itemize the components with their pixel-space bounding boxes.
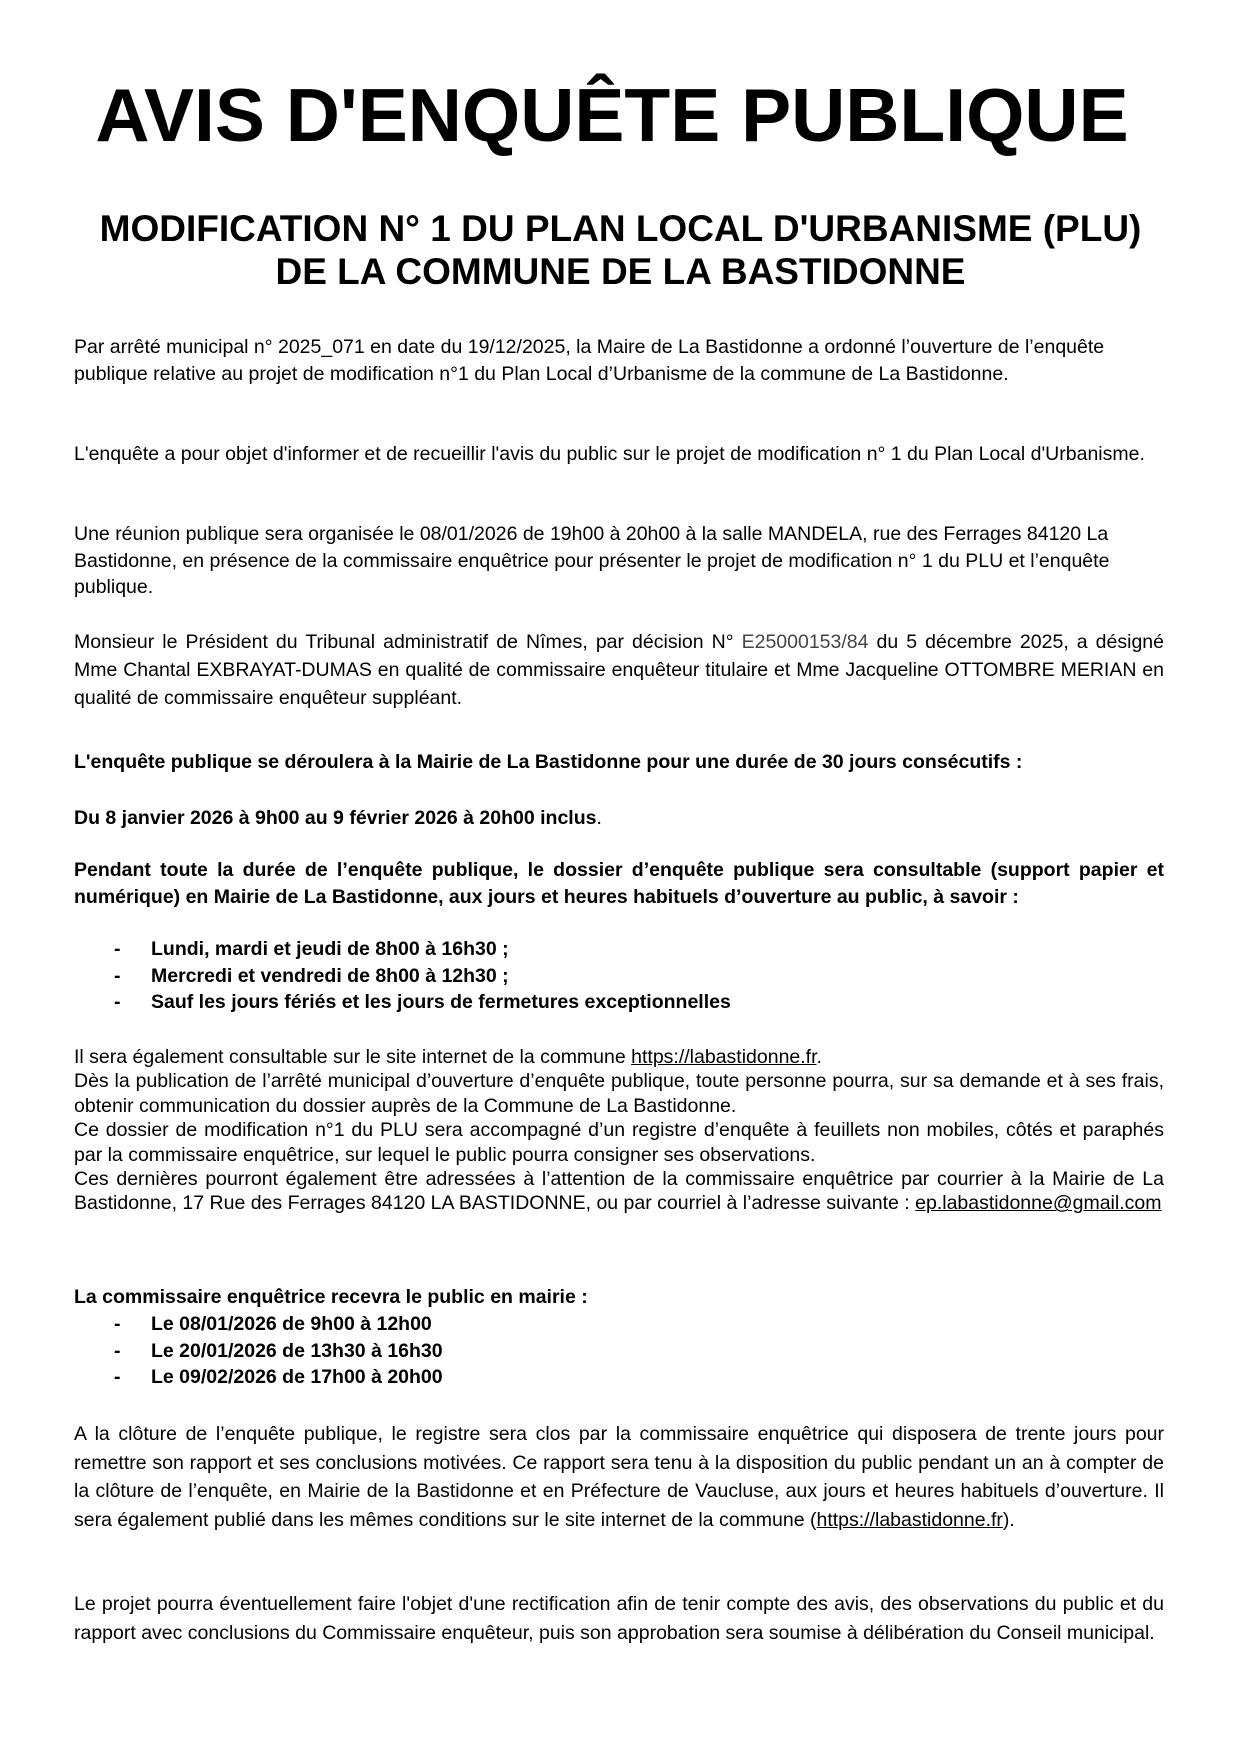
opening-hours-item bbox=[74, 989, 1164, 1016]
page-title: AVIS D'ENQUÊTE PUBLIQUE bbox=[95, 73, 1129, 157]
opening-hours-text: Sauf les jours fériés et les jours de fermetures exceptionnelles bbox=[151, 991, 731, 1013]
permanence-item bbox=[74, 1364, 1164, 1391]
opening-hours-item bbox=[74, 963, 1164, 990]
paragraph-designation bbox=[74, 628, 1164, 712]
subtitle-line-2: DE LA COMMUNE DE LA BASTIDONNE bbox=[275, 251, 966, 292]
paragraph-arrete: Par arrêté municipal n° 2025_071 en date du 19/12/2025, la Maire de La Bastidonne a ordonné l’ouverture de l’enquête publique relative au projet de modification n°1 du Plan Local d’Urbanisme de la commune de La Bastidonne. bbox=[74, 336, 1105, 385]
permanence-item bbox=[74, 1338, 1164, 1365]
dates-period: . bbox=[596, 807, 602, 829]
courrier-text: Ces dernières pourront également être adressées à l’attention de la commissaire enquêtrice par courrier à la Mairie de La Bastidonne, 17 Rue des Ferrages 84120 LA BASTIDONNE, ou par courriel à l’adresse suivante : bbox=[74, 1168, 1164, 1215]
consultation-details bbox=[74, 1045, 1164, 1216]
permanence-item bbox=[74, 1311, 1164, 1338]
dash-bullet-icon: - bbox=[114, 991, 121, 1013]
page-subtitle bbox=[0, 207, 1241, 293]
dates-range: Du 8 janvier 2026 à 9h00 au 9 février 2026 à 20h00 inclus bbox=[74, 807, 597, 829]
paragraph-permanences-intro: La commissaire enquêtrice recevra le public en mairie : bbox=[74, 1286, 588, 1308]
paragraph-publication: Dès la publication de l’arrêté municipal d’ouverture d’enquête publique, toute personne pourra, sur sa demande et à ses frais, obtenir communication du dossier auprès de la Commune de La Bastidonne. bbox=[74, 1070, 1164, 1117]
dash-bullet-icon: - bbox=[114, 938, 121, 960]
opening-hours-text: Mercredi et vendredi de 8h00 à 12h30 ; bbox=[151, 964, 509, 987]
cloture-text-end: ). bbox=[1002, 1508, 1015, 1531]
paragraph-rectification: Le projet pourra éventuellement faire l'objet d'une rectification afin de tenir compte des avis, des observations du public et du rapport avec conclusions du Commissaire enquêteur, puis son approbation sera soumise à délibération du Conseil municipal. bbox=[74, 1593, 1164, 1644]
website-link[interactable]: https://labastidonne.fr bbox=[816, 1508, 1003, 1531]
decision-number: E25000153/84 bbox=[741, 631, 869, 653]
dash-bullet-icon: - bbox=[114, 1339, 121, 1362]
opening-hours-list bbox=[74, 936, 1164, 1016]
internet-text: Il sera également consultable sur le site internet de la commune bbox=[74, 1046, 632, 1068]
subtitle-line-1: MODIFICATION N° 1 DU PLAN LOCAL D'URBANISME (PLU) bbox=[99, 208, 1142, 249]
paragraph-courrier bbox=[74, 1167, 1164, 1216]
paragraph-internet bbox=[74, 1045, 1164, 1069]
paragraph-reunion: Une réunion publique sera organisée le 08/01/2026 de 19h00 à 20h00 à la salle MANDELA, rue des Ferrages 84120 La Bastidonne, en présence de la commissaire enquêtrice pour présenter le projet de modification n° 1 du PLU et l’enquête publique. bbox=[74, 523, 1110, 598]
permanence-text: Le 08/01/2026 de 9h00 à 12h00 bbox=[151, 1313, 432, 1335]
permanence-text: Le 20/01/2026 de 13h30 à 16h30 bbox=[151, 1339, 443, 1362]
paragraph-consultation: Pendant toute la durée de l’enquête publique, le dossier d’enquête publique sera consultable (support papier et numérique) en Mairie de La Bastidonne, aux jours et heures habituels d’ouverture au public, à savoir : bbox=[74, 859, 1164, 908]
website-link[interactable]: https://labastidonne.fr bbox=[631, 1046, 817, 1068]
cloture-text: A la clôture de l’enquête publique, le registre sera clos par la commissaire enquêtrice qui disposera de trente jours pour remettre son rapport et ses conclusions motivées. Ce rapport sera tenu à la disposition du public pendant un an à compter de la clôture de l’enquête, en Mairie de la Bastidonne et en Préfecture de Vaucluse, aux jours et heures habituels d’ouverture. Il sera également publié dans les mêmes conditions sur le site internet de la commune ( bbox=[74, 1423, 1164, 1531]
dash-bullet-icon: - bbox=[114, 1313, 121, 1335]
paragraph-duree: L'enquête publique se déroulera à la Mairie de La Bastidonne pour une durée de 30 jours consécutifs : bbox=[74, 751, 1023, 773]
paragraph-registre: Ce dossier de modification n°1 du PLU sera accompagné d’un registre d’enquête à feuillets non mobiles, côtés et paraphés par la commissaire enquêtrice, sur lequel le public pourra consigner ses observations. bbox=[74, 1119, 1164, 1166]
permanence-text: Le 09/02/2026 de 17h00 à 20h00 bbox=[151, 1366, 443, 1388]
opening-hours-text: Lundi, mardi et jeudi de 8h00 à 16h30 ; bbox=[151, 938, 509, 960]
designation-text-end: du 5 décembre 2025, a désigné Mme Chantal EXBRAYAT-DUMAS en qualité de commissaire enquêteur titulaire et Mme Jacqueline OTTOMBRE MERIAN en qualité de commissaire enquêteur suppléant. bbox=[74, 631, 1164, 709]
paragraph-cloture bbox=[74, 1420, 1164, 1534]
email-link[interactable]: ep.labastidonne@gmail.com bbox=[915, 1192, 1162, 1215]
paragraph-dates bbox=[74, 805, 1164, 832]
permanences-list bbox=[74, 1311, 1164, 1391]
internet-text-end: . bbox=[816, 1046, 822, 1068]
opening-hours-item bbox=[74, 936, 1164, 963]
designation-text-start: Monsieur le Président du Tribunal administratif de Nîmes, par décision N° bbox=[74, 631, 742, 653]
dash-bullet-icon: - bbox=[114, 964, 121, 987]
paragraph-objet: L'enquête a pour objet d'informer et de recueillir l'avis du public sur le projet de modification n° 1 du Plan Local d'Urbanisme. bbox=[74, 443, 1145, 465]
dash-bullet-icon: - bbox=[114, 1366, 121, 1388]
